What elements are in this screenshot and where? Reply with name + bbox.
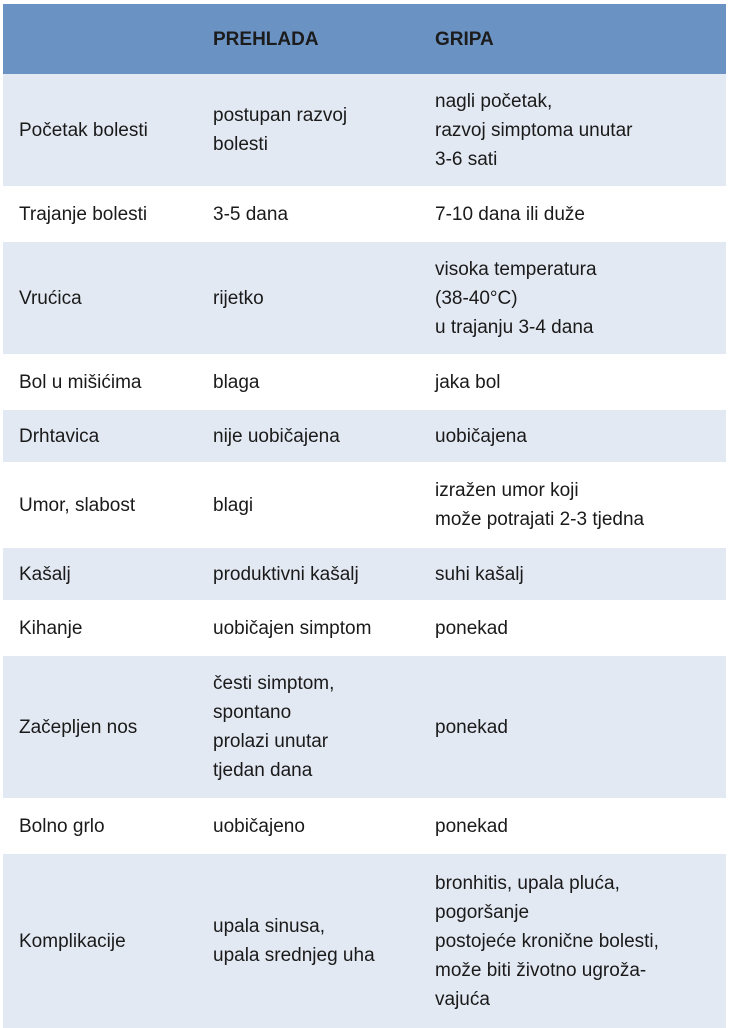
row-label: Kihanje [19, 617, 83, 639]
row-label: Vrućica [19, 287, 82, 309]
table-row [3, 74, 726, 188]
row-label: Umor, slabost [19, 494, 136, 516]
table-row [3, 656, 726, 800]
gripa-cell: ponekad [435, 617, 508, 639]
table-row [3, 242, 726, 356]
table-row [3, 602, 726, 656]
prehlada-cell: blagi [213, 494, 254, 516]
header-gripa: GRIPA [435, 28, 494, 50]
gripa-cell: izražen umor koji može potrajati 2-3 tjedna [435, 480, 645, 530]
row-label: Bol u mišićima [19, 371, 142, 393]
prehlada-cell: upala sinusa, upala srednjeg uha [213, 916, 375, 966]
row-label: Začepljen nos [19, 716, 138, 738]
row-label: Početak bolesti [19, 119, 148, 141]
prehlada-cell: česti simptom, spontano prolazi unutar tjedan dana [213, 673, 335, 781]
row-label: Drhtavica [19, 425, 100, 447]
prehlada-cell: uobičajeno [213, 815, 305, 837]
table-row [3, 800, 726, 854]
prehlada-cell: rijetko [213, 287, 264, 309]
table-row [3, 548, 726, 602]
table-header [3, 4, 726, 74]
gripa-cell: nagli početak, razvoj simptoma unutar 3-6 sati [435, 90, 633, 170]
row-label: Kašalj [19, 563, 71, 585]
table-row [3, 854, 726, 1028]
prehlada-cell: postupan razvoj bolesti [213, 105, 348, 155]
gripa-cell: 7-10 dana ili duže [435, 203, 585, 225]
table-row [3, 410, 726, 464]
gripa-cell: uobičajena [435, 425, 527, 447]
table-row [3, 356, 726, 410]
header-prehlada: PREHLADA [213, 28, 319, 50]
gripa-cell: jaka bol [435, 371, 501, 393]
gripa-cell: ponekad [435, 716, 508, 738]
row-label: Bolno grlo [19, 815, 105, 837]
row-label: Komplikacije [19, 930, 126, 952]
gripa-cell: visoka temperatura (38-40°C) u trajanju 3-4 dana [435, 258, 597, 338]
prehlada-cell: blaga [213, 371, 260, 393]
prehlada-cell: 3-5 dana [213, 203, 289, 225]
gripa-cell: ponekad [435, 815, 508, 837]
prehlada-cell: uobičajen simptom [213, 617, 372, 639]
prehlada-cell: nije uobičajena [213, 425, 340, 447]
table-row [3, 188, 726, 242]
gripa-cell: bronhitis, upala pluća, pogoršanje postojeće kronične bolesti, može biti životno ugroža- vajuća [435, 872, 659, 1010]
gripa-cell: suhi kašalj [435, 563, 524, 585]
table-row [3, 464, 726, 548]
row-label: Trajanje bolesti [19, 203, 148, 225]
prehlada-cell: produktivni kašalj [213, 563, 359, 585]
comparison-table [3, 4, 726, 1028]
